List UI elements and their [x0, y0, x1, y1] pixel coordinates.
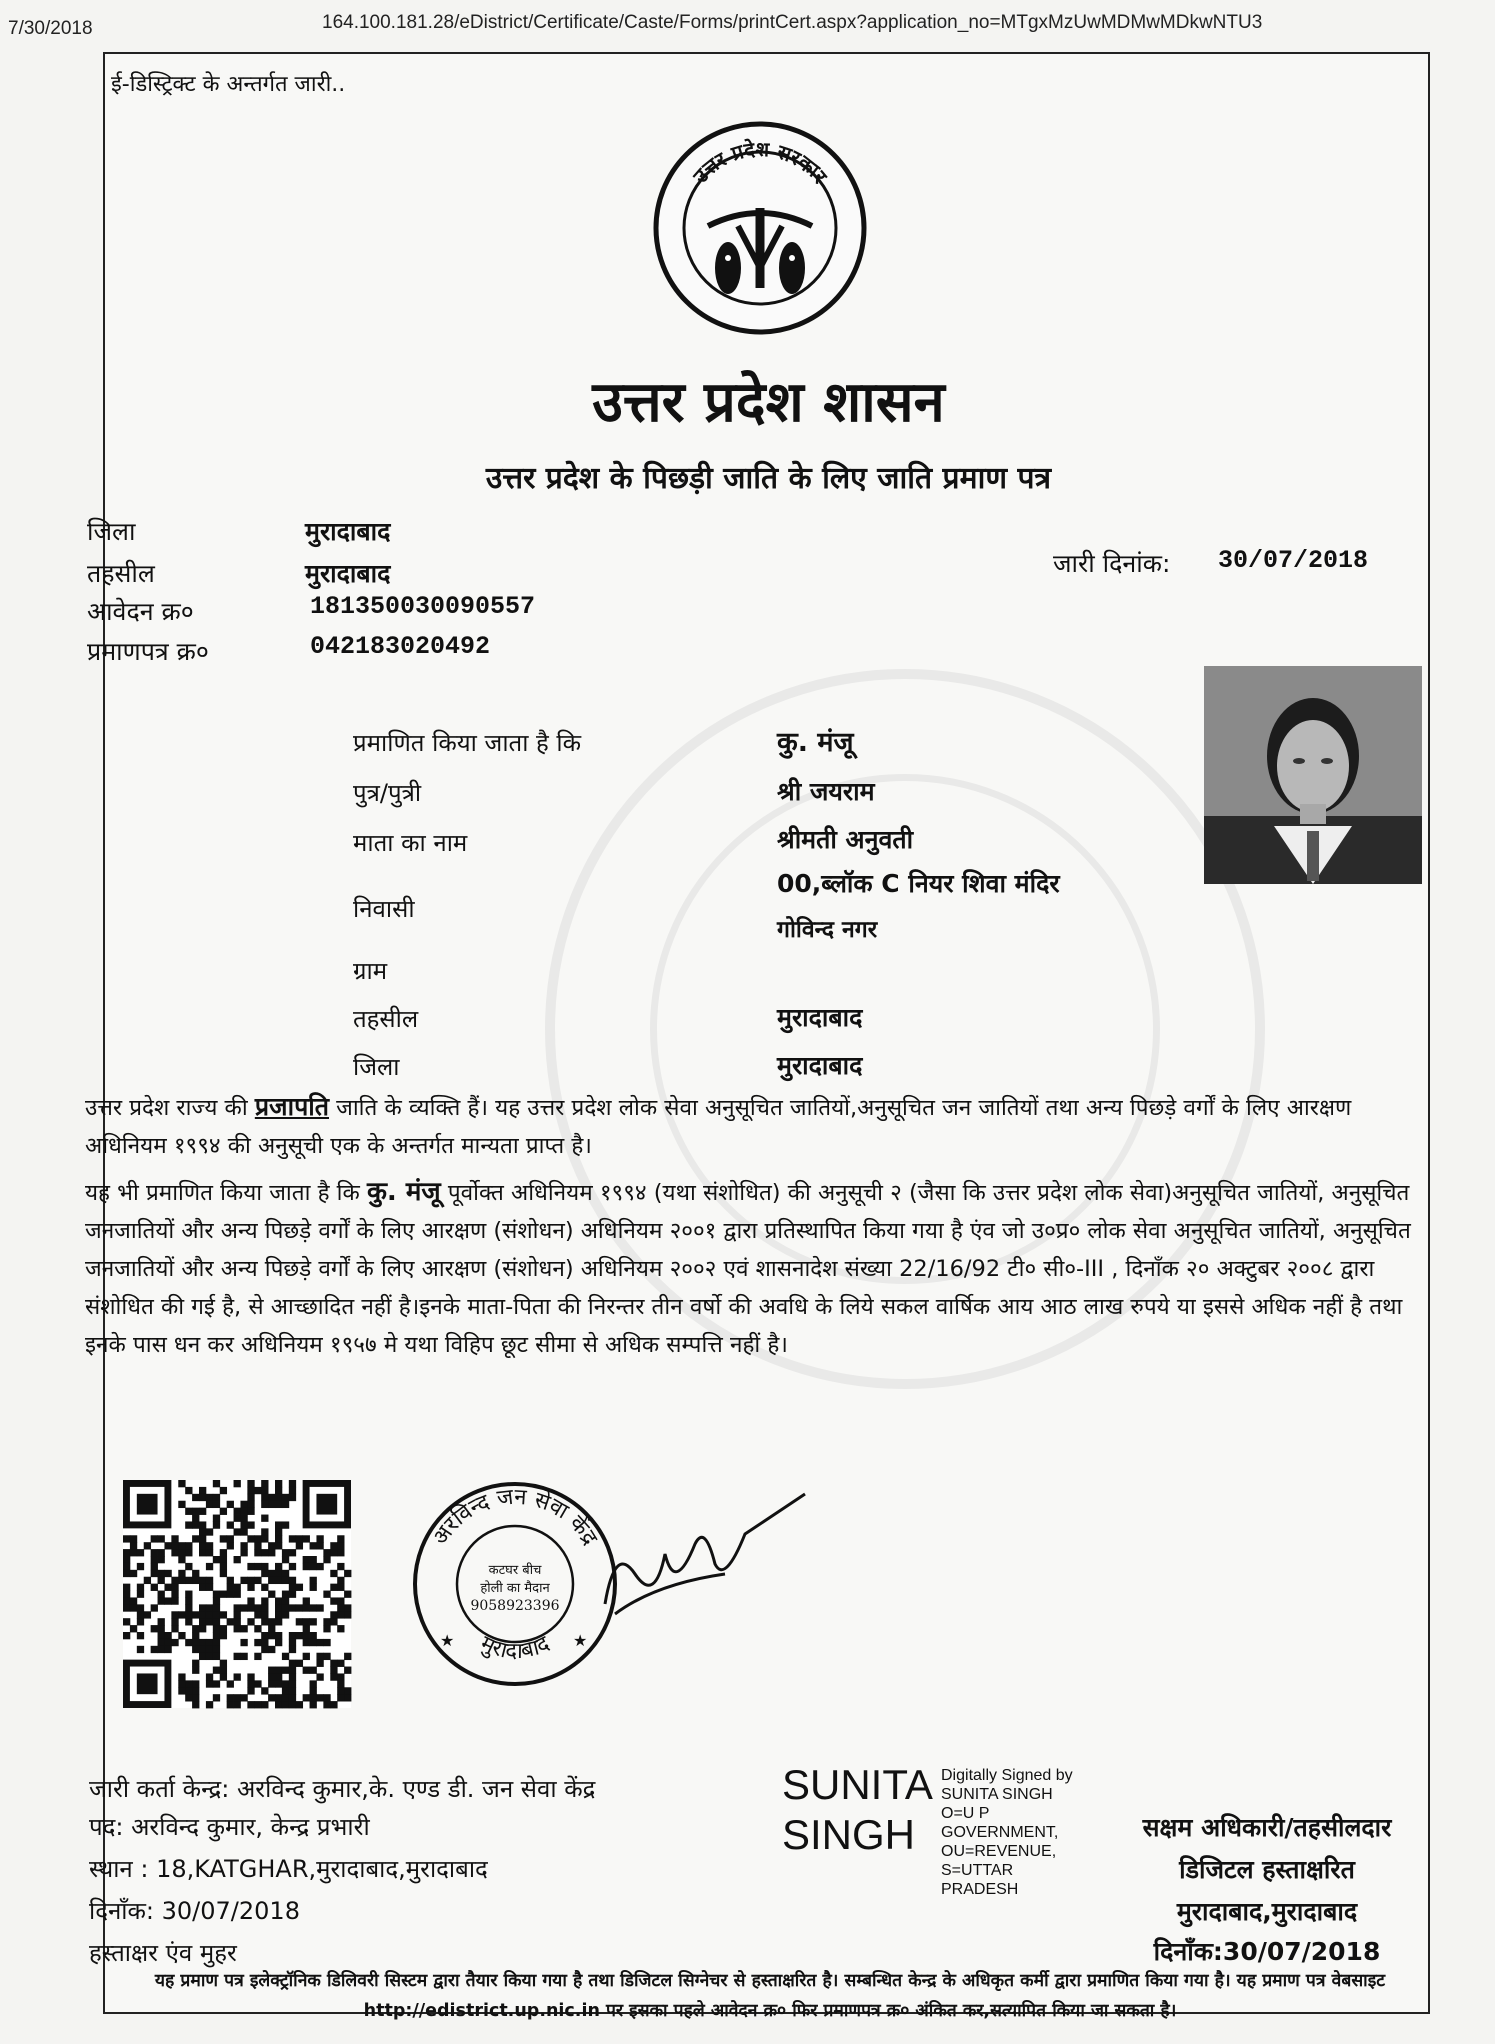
village-label: ग्राम — [353, 957, 388, 985]
authority-date: दिनाँक:30/07/2018 — [1153, 1937, 1381, 1966]
tehsil-label: तहसील — [87, 559, 155, 588]
mother-label: माता का नाम — [353, 829, 468, 857]
caste-paragraph — [85, 1088, 1425, 1364]
svg-text:★: ★ — [573, 1631, 588, 1650]
stamp-top-text: अरविन्द जन सेवा केंद्र — [428, 1484, 603, 1550]
digital-sign-detail-line: Digitally Signed by — [941, 1767, 1073, 1784]
stamp-phone: 9058923396 — [470, 1598, 560, 1614]
person-district-value: मुरादाबाद — [777, 1051, 863, 1080]
para1-pre: उत्तर प्रदेश राज्य की — [85, 1095, 248, 1121]
issuer-date: दिनाँक: 30/07/2018 — [89, 1897, 300, 1925]
issue-date-label: जारी दिनांक: — [1053, 549, 1171, 578]
print-url: 164.100.181.28/eDistrict/Certificate/Caste/Forms/printCert.aspx?application_no=MTgxMzUwMDMwMDkwNTU3 — [322, 12, 1263, 33]
stamp-bottom-text: मुरादाबाद — [476, 1631, 554, 1665]
digital-sign-detail-line: SUNITA SINGH — [941, 1786, 1053, 1803]
up-emblem-icon — [650, 118, 870, 338]
para1-post: जाति के व्यक्ति हैं। यह उत्तर प्रदेश लोक सेवा अनुसूचित जातियों,अनुसूचित जन जातियों तथा अन्य पिछड़े वर्गों के लिए आरक्षण अधिनियम १९९४ की अनुसूची एक के अन्तर्गत मान्यता प्राप्त है। — [85, 1095, 1352, 1159]
issue-date-value: 30/07/2018 — [1218, 546, 1369, 575]
district-value: मुरादाबाद — [305, 517, 391, 546]
person-tehsil-value: मुरादाबाद — [777, 1003, 863, 1032]
applicant-photo — [1204, 666, 1422, 884]
footer-note: यह प्रमाण पत्र इलेक्ट्रॉनिक डिलिवरी सिस्टम द्वारा तैयार किया गया है तथा डिजिटल सिग्नेचर से हस्ताक्षरित है। सम्बन्धित केन्द्र के अधिकृत कर्मी द्वारा प्रमाणित किया गया है। यह प्रमाण पत्र वेबसाइट http://edistrict.up.nic.in पर इसका पहले आवेदन क्र० फिर प्रमाणपत्र क्र० अंकित कर,सत्यापित किया जा सकता है। — [154, 1971, 1386, 2021]
person-district-label: जिला — [353, 1053, 400, 1081]
application-no-label: आवेदन क्र० — [87, 597, 194, 626]
page-subtitle: उत्तर प्रदेश के पिछड़ी जाति के लिए जाति प्रमाण पत्र — [485, 461, 1052, 496]
resident-label: निवासी — [353, 895, 415, 923]
digital-sign-name-line1: SUNITA — [782, 1761, 933, 1808]
address-line2: गोविन्द नगर — [777, 917, 878, 943]
digital-sign-name — [782, 1760, 933, 1860]
relation-label: पुत्र/पुत्री — [353, 779, 422, 807]
caste-name: प्रजापति — [254, 1092, 329, 1121]
qr-code — [123, 1480, 351, 1708]
signature-scribble — [575, 1484, 835, 1644]
digital-sign-detail-line: GOVERNMENT, — [941, 1824, 1059, 1841]
certificate-no-label: प्रमाणपत्र क्र० — [87, 637, 209, 666]
digital-sign-detail-line: O=U P — [941, 1805, 990, 1822]
certified-label: प्रमाणित किया जाता है कि — [353, 729, 582, 757]
page-title: उत्तर प्रदेश शासन — [592, 370, 945, 435]
district-label: जिला — [87, 517, 136, 546]
emblem-text: उत्तर प्रदेश सरकार — [688, 136, 833, 188]
certificate-frame — [85, 52, 1430, 2021]
stamp-line1: कटघर बीच — [488, 1563, 542, 1578]
person-name: कु. मंजू — [777, 727, 854, 758]
person-tehsil-label: तहसील — [353, 1005, 419, 1033]
para2-pre: यह भी प्रमाणित किया जाता है कि — [85, 1180, 360, 1206]
certificate-no-value: 042183020492 — [310, 632, 491, 661]
address-line1: 00,ब्लॉक C नियर शिवा मंदिर — [777, 869, 1060, 898]
digital-sign-name-line2: SINGH — [782, 1811, 916, 1858]
stamp-line2: होली का मैदान — [480, 1581, 550, 1596]
authority-sign: डिजिटल हस्ताक्षरित — [1179, 1855, 1355, 1884]
issuer-place: स्थान : 18,KATGHAR,मुरादाबाद,मुरादाबाद — [89, 1855, 488, 1883]
issuer-post: पद: अरविन्द कुमार, केन्द्र प्रभारी — [89, 1813, 370, 1841]
digital-sign-details — [941, 1766, 1073, 1899]
application-no-value: 181350030090557 — [310, 592, 536, 621]
mother-name: श्रीमती अनुवती — [777, 825, 914, 854]
tehsil-value: मुरादाबाद — [305, 559, 391, 588]
digital-sign-detail-line: S=UTTAR — [941, 1862, 1014, 1879]
issuer-center: जारी कर्ता केन्द्र: अरविन्द कुमार,के. एण्ड डी. जन सेवा केंद्र — [89, 1775, 596, 1803]
svg-text:मुरादाबाद — [476, 1631, 553, 1664]
print-date: 7/30/2018 — [8, 18, 93, 39]
svg-text:★: ★ — [440, 1631, 455, 1650]
top-note: ई-डिस्ट्रिक्ट के अन्तर्गत जारी.. — [111, 72, 346, 97]
para2-name: कु. मंजू — [366, 1177, 441, 1207]
para2-post: पूर्वोक्त अधिनियम १९९४ (यथा संशोधित) की अनुसूची २ (जैसा कि उत्तर प्रदेश लोक सेवा)अनुसूचित जातियों, अनुसूचित जनजातियों और अन्य पिछड़े वर्गों के लिए आरक्षण (संशोधन) अधिनियम २००१ द्वारा प्रतिस्थापित किया गया है एंव जो उ०प्र० लोक सेवा अनुसूचित जातियों, अनुसूचित जनजातियों और अन्य पिछड़े वर्गों के लिए आरक्षण (संशोधन) अधिनियम २००२ एवं शासनादेश संख्या 22/16/92 टी० सी०-III , दिनाँक २० अक्टुबर २००८ द्वारा संशोधित की गई है, से आच्छादित नहीं है।इनके माता-पिता की निरन्तर तीन वर्षो की अवधि के लिये सकल वार्षिक आय आठ लाख रुपये या इससे अधिक नहीं है तथा इनके पास धन कर अधिनियम १९५७ मे यथा विहिप छूट सीमा से अधिक सम्पत्ति नहीं है। — [85, 1180, 1411, 1358]
digital-sign-detail-line: OU=REVENUE, — [941, 1843, 1057, 1860]
authority-place: मुरादाबाद,मुरादाबाद — [1176, 1897, 1358, 1926]
father-name: श्री जयराम — [777, 777, 875, 806]
issuer-sign: हस्ताक्षर एंव मुहर — [89, 1939, 237, 1967]
authority-title: सक्षम अधिकारी/तहसीलदार — [1142, 1813, 1392, 1842]
digital-sign-detail-line: PRADESH — [941, 1881, 1019, 1898]
